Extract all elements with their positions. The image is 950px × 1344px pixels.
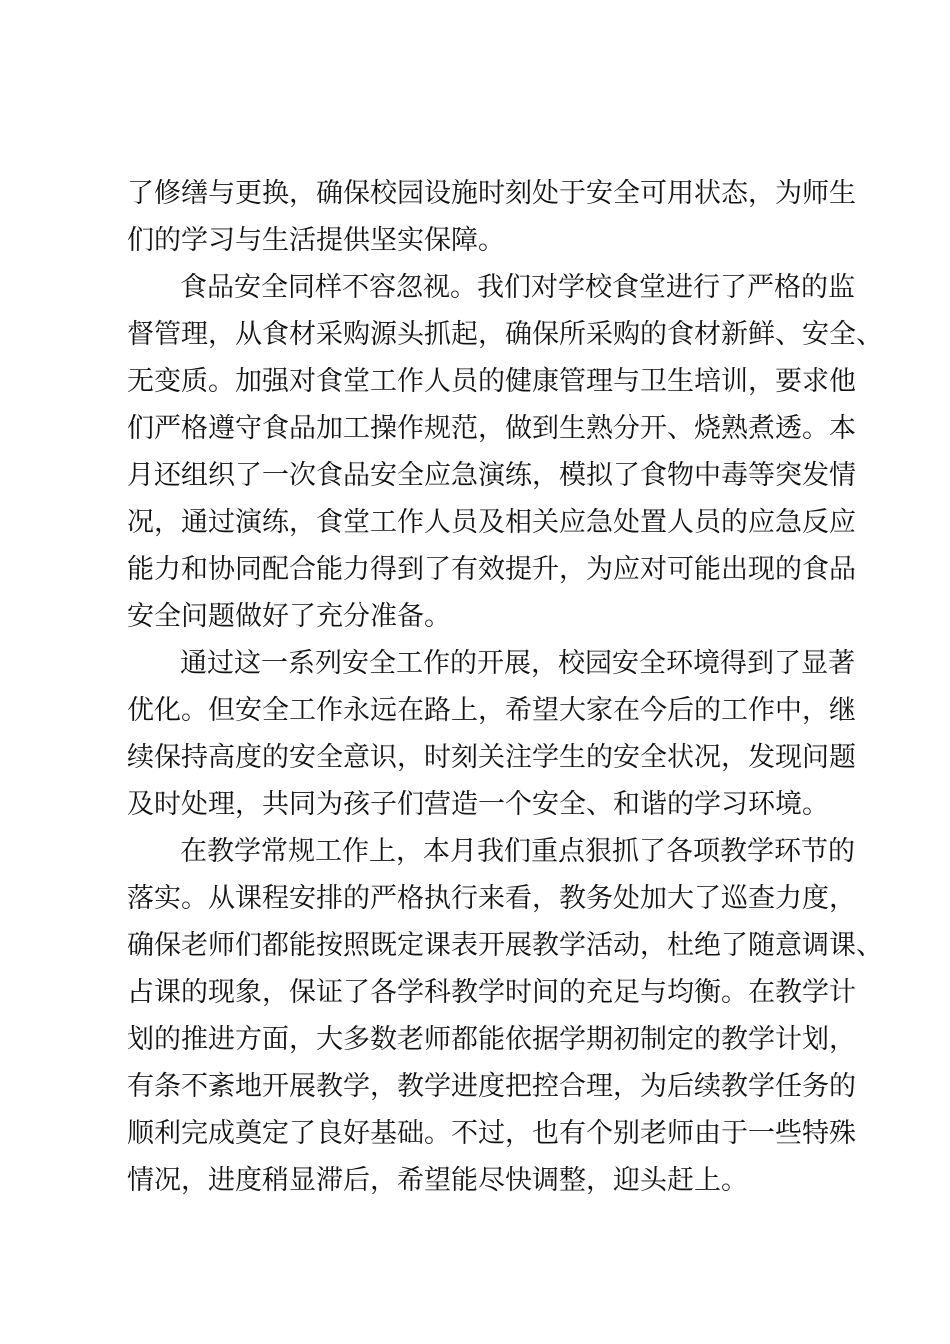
paragraph-teaching-routine <box>127 828 883 1204</box>
text-line: 优化。但安全工作永远在路上，希望大家在今后的工作中，继 <box>127 695 856 726</box>
text-line: 们的学习与生活提供坚实保障。 <box>127 225 505 256</box>
text-line: 有条不紊地开展教学，教学进度把控合理，为后续教学任务的 <box>127 1071 856 1102</box>
text-line: 安全问题做好了充分准备。 <box>127 601 451 632</box>
text-line: 在教学常规工作上，本月我们重点狠抓了各项教学环节的 <box>180 836 855 867</box>
paragraph-food-safety <box>127 264 883 640</box>
text-line: 能力和协同配合能力得到了有效提升，为应对可能出现的食品 <box>127 554 856 585</box>
document-body <box>127 170 883 1204</box>
text-line: 了修缮与更换，确保校园设施时刻处于安全可用状态，为师生 <box>127 178 856 209</box>
text-line: 食品安全同样不容忽视。我们对学校食堂进行了严格的监 <box>180 272 855 303</box>
text-line: 确保老师们都能按照既定课表开展教学活动，杜绝了随意调课、 <box>127 930 883 961</box>
text-line: 们严格遵守食品加工操作规范，做到生熟分开、烧熟煮透。本 <box>127 413 856 444</box>
text-line: 落实。从课程安排的严格执行来看，教务处加大了巡查力度， <box>127 883 856 914</box>
text-line: 督管理，从食材采购源头抓起，确保所采购的食材新鲜、安全、 <box>127 319 883 350</box>
text-line: 通过这一系列安全工作的开展，校园安全环境得到了显著 <box>180 648 855 679</box>
paragraph-safety-summary <box>127 640 856 828</box>
text-line: 划的推进方面，大多数老师都能依据学期初制定的教学计划， <box>127 1024 856 1055</box>
text-line: 续保持高度的安全意识，时刻关注学生的安全状况，发现问题 <box>127 742 856 773</box>
text-line: 顺利完成奠定了良好基础。不过，也有个别老师由于一些特殊 <box>127 1118 856 1149</box>
text-line: 占课的现象，保证了各学科教学时间的充足与均衡。在教学计 <box>127 977 856 1008</box>
text-line: 月还组织了一次食品安全应急演练，模拟了食物中毒等突发情 <box>127 460 856 491</box>
text-line: 及时处理，共同为孩子们营造一个安全、和谐的学习环境。 <box>127 789 829 820</box>
text-line: 况，通过演练，食堂工作人员及相关应急处置人员的应急反应 <box>127 507 856 538</box>
text-line: 无变质。加强对食堂工作人员的健康管理与卫生培训，要求他 <box>127 366 856 397</box>
text-line: 情况，进度稍显滞后，希望能尽快调整，迎头赶上。 <box>127 1165 748 1196</box>
paragraph-facility-maintenance <box>127 170 856 264</box>
